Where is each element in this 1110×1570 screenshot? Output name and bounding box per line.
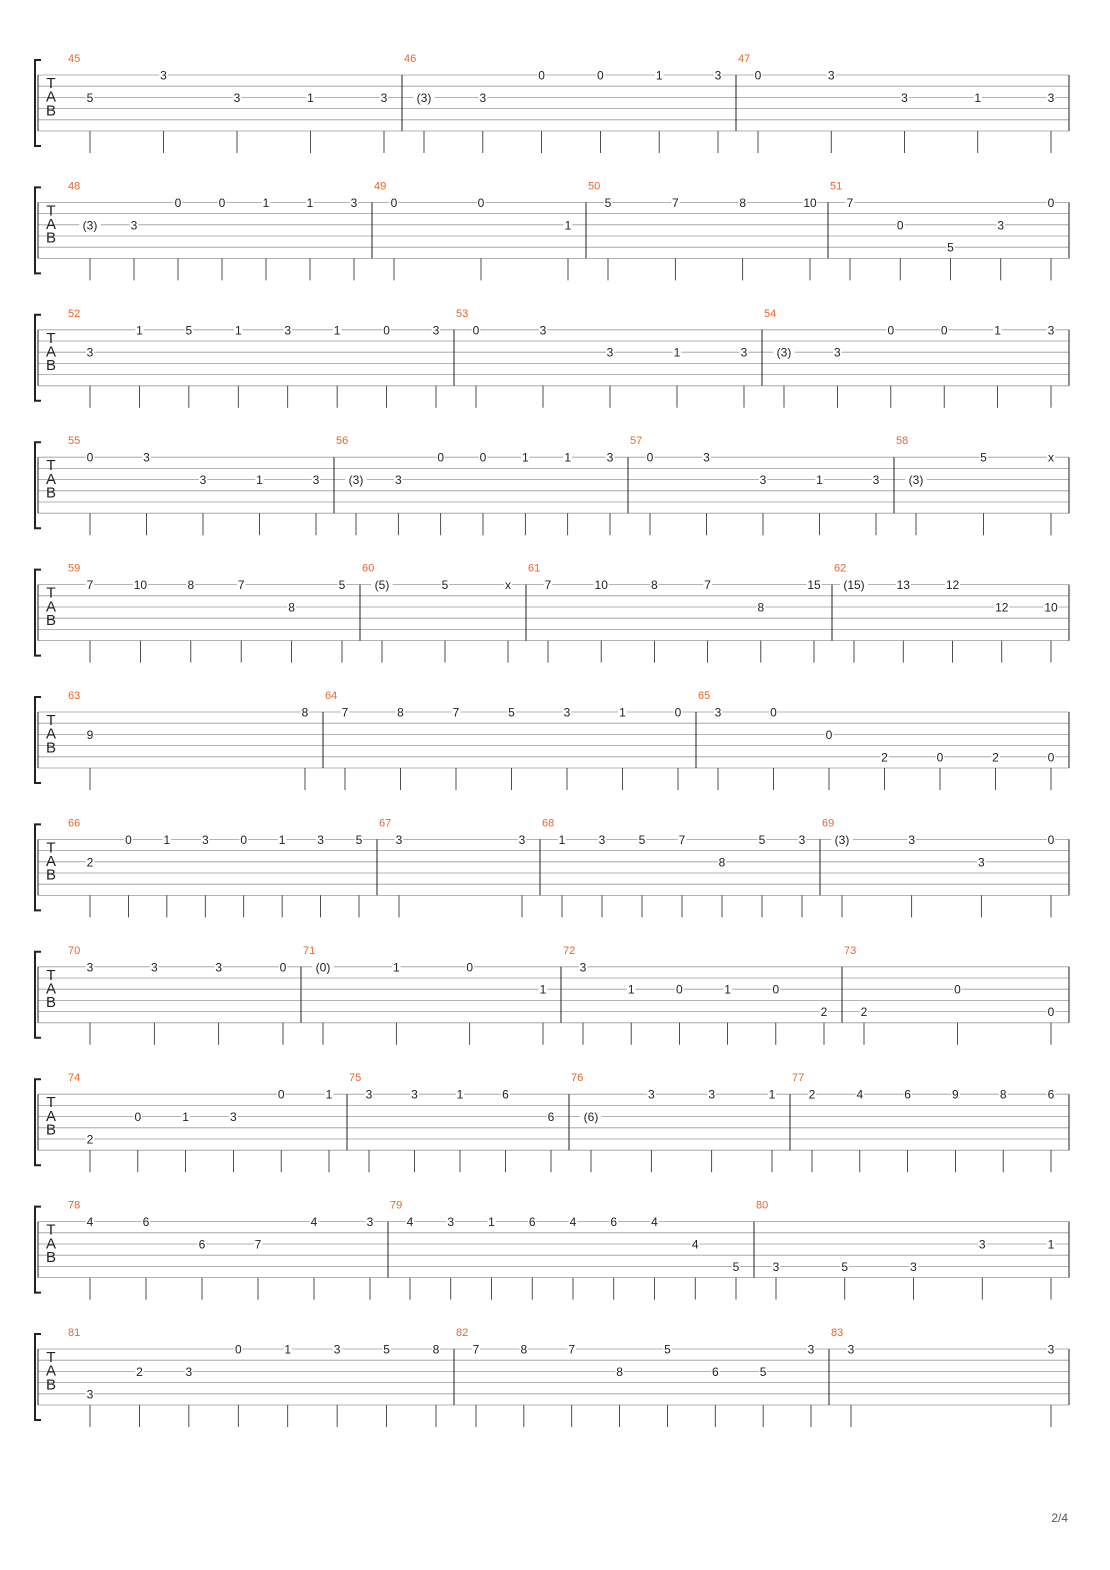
fret-number: 0 [383,323,390,338]
fret-number: 1 [284,1342,292,1357]
fret-number: 3 [908,832,916,847]
fret-number: 3 [606,345,614,360]
tab-clef-letter: T [46,712,56,729]
measure-number: 71 [303,944,316,957]
fret-number: 8 [301,705,309,720]
fret-number: 1 [1047,1237,1055,1252]
fret-number: 1 [136,323,143,338]
fret-number: 7 [704,578,711,593]
fret-number: 3 [827,68,835,83]
fret-number: 8 [520,1342,528,1357]
measure-number: 77 [792,1072,805,1085]
fret-number: 5 [732,1259,740,1274]
fret-number: 2 [820,1005,828,1020]
fret-number: 1 [262,195,270,210]
fret-number: (3) [834,832,850,847]
tab-clef-letter: T [46,329,56,347]
fret-number: 0 [674,705,682,720]
fret-number: 1 [673,345,681,360]
fret-number: 0 [234,1342,242,1357]
fret-number: 1 [724,982,731,997]
fret-number: 9 [952,1087,959,1102]
measure-number: 61 [528,562,541,575]
fret-number: 6 [198,1237,206,1252]
measure-number: 69 [822,817,835,830]
fret-number: 3 [901,90,908,105]
fret-number: 0 [437,450,445,465]
fret-number: 8 [718,855,726,870]
tab-clef-letter: A [45,725,57,743]
tab-clef-letter: B [45,611,57,629]
tab-clef-letter: T [46,1094,56,1112]
measure-number: 58 [896,435,909,448]
tab-clef-letter: A [45,88,57,106]
fret-number: 1 [333,323,341,338]
fret-number: 3 [86,1387,94,1402]
fret-number: 0 [125,832,132,847]
measure-number: 47 [738,53,751,65]
measure-number: 68 [542,817,555,830]
fret-number: 3 [910,1259,917,1274]
fret-number: 2 [86,1132,94,1147]
fret-number: 6 [1047,1087,1055,1102]
fret-number: 10 [133,578,148,593]
tab-system [35,1072,1069,1172]
fret-number: 5 [604,195,612,210]
measure-number: 48 [68,180,81,193]
fret-number: 7 [86,578,94,593]
fret-number: 8 [616,1364,623,1379]
fret-number: 12 [995,600,1009,615]
measure-number: 46 [404,53,417,65]
tab-system [35,945,1069,1045]
fret-number: 12 [945,578,960,593]
fret-number: 0 [1047,750,1055,765]
tab-clef-letter: B [45,357,57,375]
fret-number: 8 [397,705,404,720]
fret-number: 7 [452,705,460,720]
fret-number: 1 [278,832,286,847]
fret-number: 3 [447,1215,455,1230]
fret-number: 4 [569,1215,577,1230]
fret-number: 0 [1047,195,1055,210]
measure-number: 79 [390,1199,403,1212]
fret-number: 0 [754,68,762,83]
fret-number: 0 [597,68,604,83]
measure-number: 60 [362,562,375,575]
measure-number: 52 [68,307,81,320]
measure-number: 57 [630,435,643,448]
fret-number: 3 [150,960,158,975]
fret-number: 1 [619,705,626,720]
measure-number: 64 [325,690,338,702]
tab-clef-letter: T [46,1221,56,1239]
measure-number: 59 [68,562,81,575]
tab-clef-letter: B [45,994,57,1012]
fret-number: 3 [201,832,209,847]
fret-number: 3 [714,705,722,720]
fret-number: 5 [947,240,954,255]
tab-clef-letter: B [45,866,57,884]
fret-number: 0 [825,727,833,742]
tab-clef-letter: B [45,1376,57,1394]
fret-number: 1 [564,450,572,465]
fret-number: 0 [86,450,94,465]
fret-number: 1 [539,982,547,997]
measure-number: 56 [336,435,349,448]
fret-number: 1 [768,1087,776,1102]
tab-system [35,180,1069,280]
measure-number: 66 [68,817,81,830]
fret-number: 6 [502,1087,509,1102]
fret-number: 4 [86,1215,94,1230]
fret-number: 0 [277,1087,285,1102]
fret-number: 1 [488,1215,495,1230]
fret-number: 1 [627,982,635,997]
fret-number: 6 [904,1087,911,1102]
fret-number: 5 [980,450,987,465]
tab-clef-letter: T [46,457,56,475]
fret-number: 0 [279,960,287,975]
fret-number: 3 [772,1259,780,1274]
tab-system [35,563,1069,663]
fret-number: 0 [390,195,398,210]
fret-number: 0 [1047,1005,1055,1020]
fret-number: 5 [841,1259,849,1274]
fret-number: 8 [739,195,747,210]
fret-number: 8 [757,600,765,615]
fret-number: 4 [691,1237,699,1252]
fret-number: 5 [758,832,766,847]
fret-number: (3) [82,218,98,233]
fret-number: 3 [230,1110,237,1125]
fret-number: 8 [651,578,658,593]
fret-number: 0 [646,450,654,465]
fret-number: 3 [479,90,487,105]
fret-number: 3 [740,345,748,360]
fret-number: 0 [936,750,944,765]
fret-number: 0 [174,195,182,210]
tab-clef-letter: A [45,1362,57,1380]
fret-number: 5 [508,705,515,720]
fret-number: 3 [394,473,402,488]
tab-clef-letter: T [46,1349,56,1366]
fret-number: 3 [86,345,94,360]
fret-number: 1 [307,90,314,105]
fret-number: 3 [1047,1342,1055,1357]
fret-number: 3 [86,960,94,975]
fret-number: 3 [977,855,985,870]
fret-number: 3 [160,68,167,83]
measure-number: 50 [588,180,601,193]
measure-number: 80 [756,1199,769,1212]
fret-number: 2 [86,855,94,870]
fret-number: 3 [1047,90,1055,105]
tab-clef-letter: A [45,1107,57,1125]
fret-number: 3 [185,1364,193,1379]
tab-clef-letter: B [45,1121,57,1139]
fret-number: 0 [466,960,474,975]
fret-number: (3) [416,90,432,105]
fret-number: 6 [142,1215,150,1230]
fret-number: 1 [392,960,400,975]
fret-number: 5 [185,323,193,338]
fret-number: 3 [380,90,388,105]
fret-number: 3 [233,90,241,105]
fret-number: 15 [807,578,821,593]
fret-number: 10 [1044,600,1058,615]
fret-number: 1 [456,1087,464,1102]
fret-number: 3 [807,1342,815,1357]
fret-number: 6 [547,1110,555,1125]
measure-number: 75 [349,1072,362,1085]
fret-number: 5 [338,578,346,593]
fret-number: 3 [847,1342,855,1357]
fret-number: 0 [134,1110,142,1125]
fret-number: 0 [954,982,961,997]
fret-number: 0 [218,195,226,210]
tab-system [35,435,1069,535]
fret-number: 2 [136,1364,143,1379]
fret-number: 7 [846,195,854,210]
fret-number: (3) [348,473,364,488]
fret-number: 7 [678,832,686,847]
tab-clef-letter: T [46,75,56,92]
tab-clef-letter: A [45,980,57,998]
fret-number: 1 [974,90,982,105]
fret-number: 3 [798,832,806,847]
fret-number: 3 [518,832,526,847]
fret-number: 5 [86,90,94,105]
fret-number: 7 [341,705,349,720]
fret-number: 3 [317,832,324,847]
fret-number: 3 [143,450,150,465]
fret-number: 5 [355,832,363,847]
fret-number: 3 [130,218,138,233]
fret-number: 1 [521,450,529,465]
tab-clef-letter: T [46,584,56,602]
measure-number: 65 [698,690,711,702]
fret-number: 1 [816,473,823,488]
fret-number: 1 [558,832,566,847]
fret-number: 8 [288,600,295,615]
fret-number: 3 [312,473,320,488]
fret-number: 1 [655,68,663,83]
measure-number: 83 [831,1327,844,1339]
tab-clef-letter: T [46,839,56,857]
tab-clef-letter: A [45,343,57,361]
tab-system [35,308,1069,408]
measure-number: 55 [68,435,81,448]
fret-number: 6 [528,1215,536,1230]
measure-number: 74 [68,1072,81,1085]
fret-number: 5 [759,1364,767,1379]
fret-number: 0 [240,832,248,847]
tab-clef-letter: B [45,739,57,757]
fret-number: 0 [770,705,777,720]
measure-number: 81 [68,1327,81,1339]
fret-number: 4 [406,1215,414,1230]
fret-number: 3 [1047,323,1055,338]
fret-number: 1 [325,1087,333,1102]
fret-number: 3 [997,218,1005,233]
fret-number: 8 [187,578,195,593]
fret-number: 3 [411,1087,418,1102]
measure-number: 45 [68,53,81,65]
fret-number: 3 [647,1087,655,1102]
fret-number: 9 [86,727,94,742]
fret-number: 2 [860,1005,868,1020]
measure-number: 73 [844,944,857,957]
fret-number: 0 [896,218,904,233]
measure-number: 76 [571,1072,584,1085]
fret-number: x [505,578,511,593]
fret-number: 10 [594,578,608,593]
fret-number: 4 [310,1215,318,1230]
fret-number: 3 [539,323,547,338]
fret-number: 3 [579,960,587,975]
tab-clef-letter: B [45,229,57,247]
tab-clef-letter: A [45,1235,57,1253]
fret-number: 8 [999,1087,1007,1102]
fret-number: 0 [538,68,545,83]
fret-number: 1 [306,195,314,210]
fret-number: 3 [395,832,403,847]
fret-number: 7 [472,1342,480,1357]
fret-number: 3 [978,1237,986,1252]
measure-number: 82 [456,1327,469,1339]
fret-number: 3 [598,832,606,847]
fret-number: 2 [992,750,999,765]
measure-number: 78 [68,1199,81,1212]
fret-number: 1 [256,473,263,488]
fret-number: 0 [887,323,895,338]
tab-system [35,1200,1069,1300]
tab-clef-letter: A [45,216,57,234]
fret-number: 7 [671,195,679,210]
measure-number: 62 [834,562,847,575]
fret-number: 3 [703,450,710,465]
fret-number: 6 [610,1215,618,1230]
measure-number: 54 [764,307,777,320]
fret-number: 13 [896,578,910,593]
tab-system [35,817,1069,917]
fret-number: 3 [606,450,614,465]
fret-number: x [1048,450,1054,465]
fret-number: 0 [472,323,480,338]
tab-clef-letter: A [45,470,57,488]
fret-number: 5 [638,832,646,847]
fret-number: 3 [365,1087,373,1102]
fret-number: 0 [940,323,948,338]
fret-number: 10 [803,195,817,210]
fret-number: 3 [199,473,207,488]
fret-number: 3 [284,323,292,338]
fret-number: 1 [994,323,1001,338]
fret-number: 7 [544,578,552,593]
fret-number: (0) [315,960,331,975]
fret-number: 7 [254,1237,262,1252]
fret-number: 5 [664,1342,671,1357]
fret-number: (5) [374,578,390,593]
fret-number: 2 [881,750,888,765]
tab-system [35,1327,1069,1427]
fret-number: 0 [479,450,487,465]
fret-number: 3 [759,473,767,488]
fret-number: (3) [908,473,924,488]
fret-number: 3 [834,345,841,360]
fret-number: 5 [441,578,449,593]
fret-number: 8 [432,1342,440,1357]
fret-number: 3 [714,68,722,83]
measure-number: 63 [68,690,81,702]
measure-number: 70 [68,944,81,957]
fret-number: (6) [583,1110,599,1125]
fret-number: 4 [651,1215,658,1230]
tab-clef-letter: B [45,484,57,502]
measure-number: 51 [830,180,843,193]
fret-number: 7 [568,1342,576,1357]
tab-clef-letter: B [45,1248,57,1266]
fret-number: 1 [564,218,572,233]
fret-number: 0 [1047,832,1055,847]
tab-system [35,53,1069,153]
fret-number: 3 [563,705,571,720]
measure-number: 53 [456,307,469,320]
tab-clef-letter: B [45,102,57,120]
fret-number: 3 [366,1215,374,1230]
measure-number: 49 [374,180,387,193]
fret-number: 1 [182,1110,189,1125]
fret-number: 0 [676,982,683,997]
fret-number: 3 [350,195,358,210]
fret-number: 3 [333,1342,341,1357]
fret-number: 7 [237,578,245,593]
fret-number: (3) [776,345,792,360]
tab-clef-letter: A [45,598,57,616]
measure-number: 72 [563,944,576,957]
fret-number: 3 [872,473,880,488]
fret-number: 3 [432,323,440,338]
fret-number: 3 [215,960,223,975]
fret-number: 0 [477,195,485,210]
fret-number: 1 [163,832,171,847]
fret-number: 2 [808,1087,816,1102]
measure-number: 67 [379,817,392,830]
tab-clef-letter: T [46,202,56,220]
tab-clef-letter: A [45,853,57,871]
page-number: 2/4 [1051,1511,1068,1525]
fret-number: 4 [856,1087,864,1102]
fret-number: 0 [772,982,780,997]
fret-number: 5 [383,1342,390,1357]
fret-number: 3 [708,1087,716,1102]
tab-system [35,690,1069,790]
tab-clef-letter: T [46,966,56,984]
fret-number: 1 [234,323,242,338]
fret-number: (15) [843,578,865,593]
fret-number: 6 [711,1364,719,1379]
